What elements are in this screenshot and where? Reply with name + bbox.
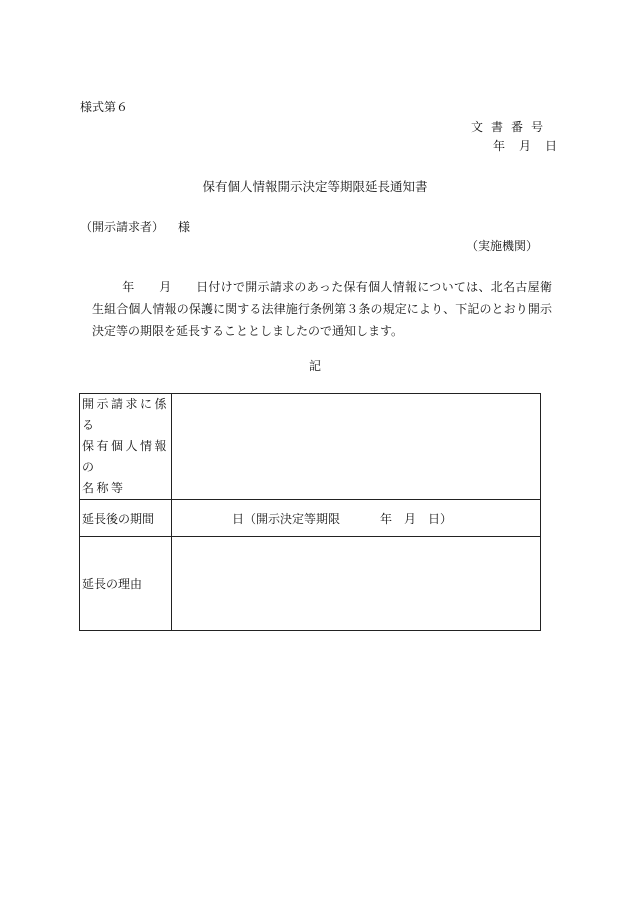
document-date (493, 137, 557, 154)
requester-line (80, 218, 190, 235)
date-month-label: 月 (519, 139, 532, 153)
request-item-value[interactable] (172, 394, 541, 500)
table-row (80, 537, 541, 631)
date-year-label: 年 (493, 139, 506, 153)
table-row (80, 394, 541, 500)
period-year: 年 (380, 511, 393, 526)
agency-label: （実施機関） (466, 239, 539, 253)
extension-reason-value[interactable] (172, 537, 541, 631)
requester-honorific: 様 (178, 220, 191, 234)
extended-period-value[interactable] (172, 500, 541, 537)
form-number: 様式第６ (80, 100, 129, 114)
body-text: 日付けで開示請求のあった保有個人情報については、北名古屋衛生組合個人情報の保護に関する法律施行条例第３条の規定により、下記のとおり開示決定等の期限を延長することとしましたので通知します。 (92, 280, 552, 338)
ki-heading: 記 (308, 359, 321, 373)
request-item-label-line: 名称等 (82, 481, 126, 495)
extended-period-label: 延長後の期間 (80, 500, 172, 537)
document-number-label: 文書番号 (471, 120, 552, 134)
period-end: 日） (428, 511, 453, 526)
date-day-label: 日 (545, 139, 558, 153)
notice-table (79, 393, 541, 631)
period-month: 月 (404, 511, 417, 526)
requester-label: （開示請求者） (80, 220, 165, 234)
request-item-label-line: 保有個人情報の (82, 439, 170, 474)
extension-reason-label: 延長の理由 (80, 537, 172, 631)
table-row (80, 500, 541, 537)
notice-body (92, 276, 552, 342)
request-item-label (80, 394, 172, 500)
request-item-label-line: 開示請求に係る (82, 397, 170, 432)
document-title: 保有個人情報開示決定等期限延長通知書 (202, 179, 428, 194)
body-month: 月 (159, 280, 172, 294)
body-year: 年 (122, 280, 135, 294)
period-day-text: 日（開示決定等期限 (232, 511, 341, 526)
